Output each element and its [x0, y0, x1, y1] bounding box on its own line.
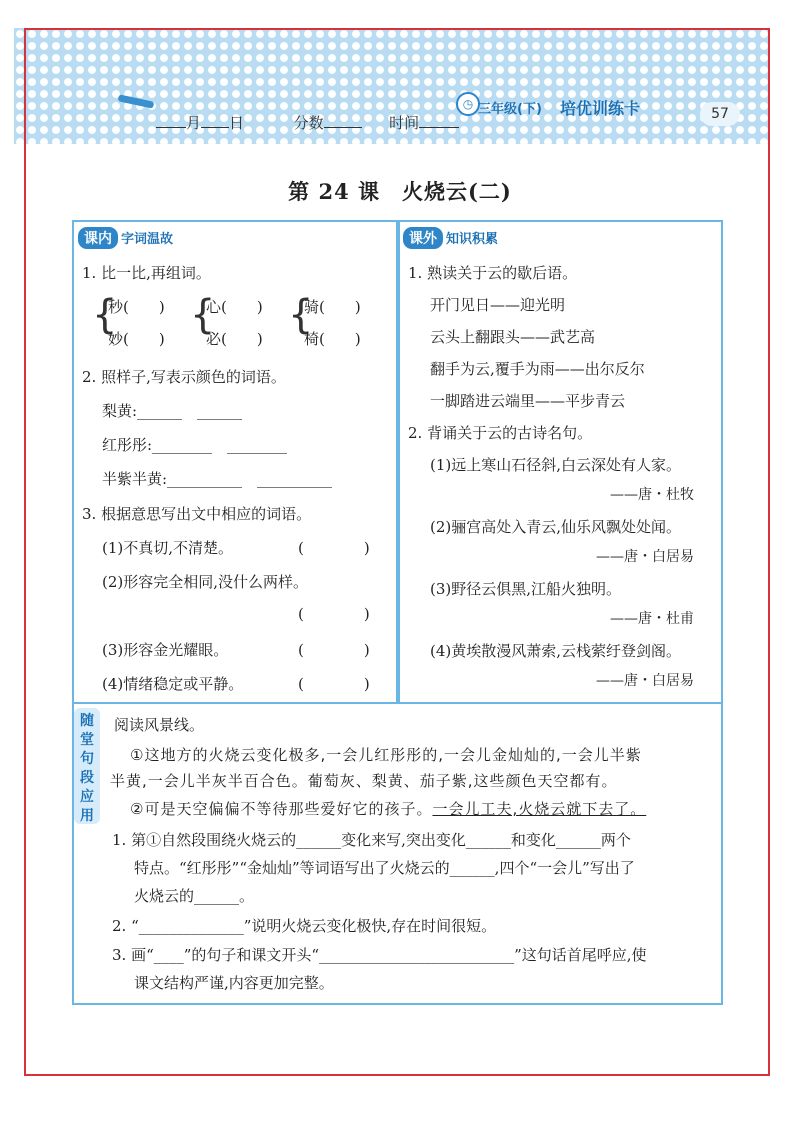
day-blank[interactable]	[201, 113, 229, 128]
r-question-3-line-1: 3. 画“____”的句子和课文开头“__________________________”这句话首尾呼应,使	[112, 946, 647, 964]
passage-para-2	[130, 796, 646, 822]
score-label: 分数	[293, 114, 324, 132]
char-2-top: 心( )	[206, 298, 263, 316]
left-section-tag	[78, 227, 173, 249]
r-question-3-line-2: 课文结构严谨,内容更加完整。	[134, 974, 334, 992]
r-q2-heading: 2. 背诵关于云的古诗名句。	[408, 424, 593, 442]
clock-icon: ◷	[456, 92, 480, 116]
q2-item-2: 红彤彤:________ ________	[102, 436, 288, 454]
score-blank[interactable]	[324, 113, 362, 128]
brace-3: {	[288, 292, 314, 338]
lesson-title: 第 24 课 火烧云(二)	[288, 179, 512, 204]
page-number: 57	[700, 102, 740, 126]
q2-item-3: 半紫半黄:__________ __________	[102, 470, 333, 488]
poem-1-author: ——唐・杜牧	[610, 487, 694, 503]
brace-1: {	[92, 292, 118, 338]
reading-heading: 阅读风景线。	[114, 716, 205, 734]
char-2-bottom: 必( )	[206, 330, 263, 348]
saying-1: 开门见日——迎光明	[430, 296, 566, 314]
left-section-box	[72, 220, 398, 704]
poem-2: (2)骊宫高处入青云,仙乐风飘处处闻。	[430, 518, 682, 536]
q3-item-2: (2)形容完全相同,没什么两样。	[102, 573, 309, 591]
poem-1: (1)远上寒山石径斜,白云深处有人家。	[430, 456, 682, 474]
saying-4: 一脚踏进云端里——平步青云	[430, 392, 626, 410]
reading-section-tag	[74, 708, 100, 824]
passage-line-1: ①这地方的火烧云变化极多,一会儿红彤彤的,一会儿金灿灿的,一会儿半紫	[130, 746, 642, 764]
date-line	[156, 112, 459, 133]
q3-answer-3[interactable]: ( )	[298, 641, 370, 659]
r-question-1-line-3: 火烧云的______。	[134, 887, 255, 905]
q3-answer-4[interactable]: ( )	[298, 675, 370, 693]
month-blank[interactable]	[156, 113, 186, 128]
right-section-tag	[403, 227, 498, 249]
r-question-1-line-1: 1. 第①自然段围绕火烧云的______变化来写,突出变化______和变化______两个	[112, 831, 631, 849]
r-question-1-line-2: 特点。“红彤彤”“金灿灿”等词语写出了火烧云的______,四个“一会儿”写出了	[134, 859, 635, 877]
saying-2: 云头上翻跟头——武艺高	[430, 328, 596, 346]
r-q1-heading: 1. 熟读关于云的歇后语。	[408, 264, 578, 282]
char-3-top: 骑( )	[304, 298, 361, 316]
char-1-bottom: 妙( )	[108, 330, 165, 348]
poem-3: (3)野径云俱黑,江船火独明。	[430, 580, 622, 598]
q1-heading: 1. 比一比,再组词。	[82, 264, 211, 282]
passage-underlined-sentence: 一会儿工夫,火烧云就下去了。	[432, 800, 647, 818]
grade-badge: 三年级(下)	[478, 102, 542, 117]
q3-item-3: (3)形容金光耀眼。	[102, 641, 229, 659]
month-label: 月	[186, 114, 202, 132]
tag-rest: 字词温故	[121, 232, 174, 247]
q3-item-4: (4)情绪稳定或平静。	[102, 675, 244, 693]
q3-item-1: (1)不真切,不清楚。	[102, 539, 234, 557]
passage-para-2-plain: ②可是天空偏偏不等待那些爱好它的孩子。	[130, 800, 433, 818]
char-1-top: 秒( )	[108, 298, 165, 316]
poem-4-author: ——唐・白居易	[596, 673, 694, 689]
char-3-bottom: 椅( )	[304, 330, 361, 348]
tag-rest: 知识积累	[446, 232, 499, 247]
time-blank[interactable]	[419, 113, 459, 128]
saying-3: 翻手为云,覆手为雨——出尔反尔	[430, 360, 645, 378]
r-question-2: 2. “______________”说明火烧云变化极快,存在时间很短。	[112, 917, 497, 935]
tag-lead: 课内	[78, 227, 118, 249]
q3-answer-2[interactable]: ( )	[298, 605, 370, 623]
brace-2: {	[190, 292, 216, 338]
q2-heading: 2. 照样子,写表示颜色的词语。	[82, 368, 286, 386]
tag-lead: 课外	[403, 227, 443, 249]
card-title: 培优训练卡	[560, 99, 641, 118]
q2-item-1: 梨黄:______ ______	[102, 402, 243, 420]
q3-answer-1[interactable]: ( )	[298, 539, 370, 557]
poem-4: (4)黄埃散漫风萧索,云栈萦纡登剑阁。	[430, 642, 682, 660]
reading-tag-text: 随堂句段应用	[80, 713, 94, 824]
day-label: 日	[229, 114, 245, 132]
poem-2-author: ——唐・白居易	[596, 549, 694, 565]
passage-line-2: 半黄,一会儿半灰半百合色。葡萄灰、梨黄、茄子紫,这些颜色天空都有。	[110, 772, 618, 790]
poem-3-author: ——唐・杜甫	[610, 611, 694, 627]
q3-heading: 3. 根据意思写出文中相应的词语。	[82, 505, 312, 523]
time-label: 时间	[389, 114, 420, 132]
